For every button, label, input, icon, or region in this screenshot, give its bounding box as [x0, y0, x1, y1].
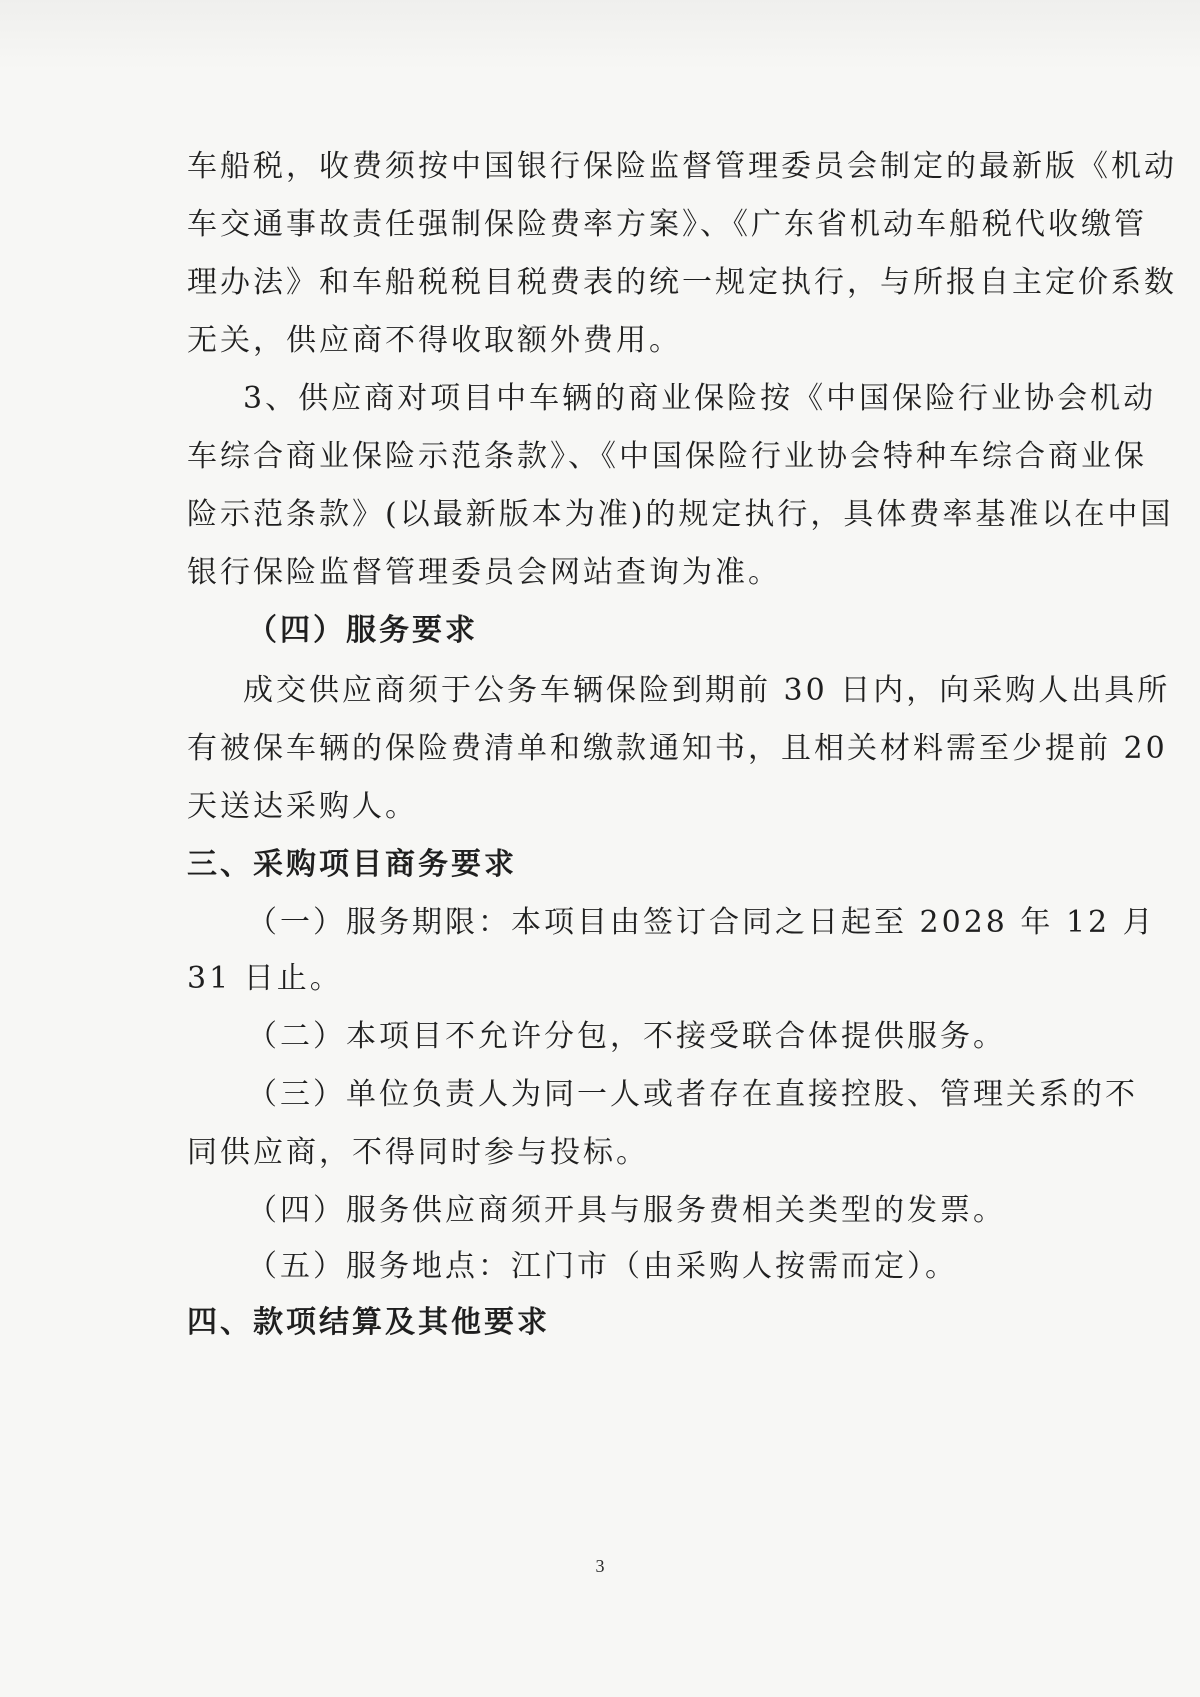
paragraph-line: 车综合商业保险示范条款》、《中国保险行业协会特种车综合商业保	[187, 439, 1147, 474]
paragraph-line: （四）服务供应商须开具与服务费相关类型的发票。	[247, 1193, 1006, 1228]
paragraph-line: 理办法》和车船税税目税费表的统一规定执行，与所报自主定价系数	[187, 265, 1177, 300]
paragraph-line: 成交供应商须于公务车辆保险到期前 30 日内，向采购人出具所	[243, 673, 1171, 708]
paragraph-line: 银行保险监督管理委员会网站查询为准。	[187, 555, 781, 590]
paragraph-line: （一）服务期限：本项目由签订合同之日起至 2028 年 12 月	[247, 905, 1156, 940]
paragraph-line: 31 日止。	[187, 961, 343, 996]
section-heading: 四、款项结算及其他要求	[187, 1305, 550, 1340]
paragraph-line: 天送达采购人。	[187, 789, 418, 824]
paragraph-line: 同供应商，不得同时参与投标。	[187, 1135, 649, 1170]
paragraph-line: （二）本项目不允许分包，不接受联合体提供服务。	[247, 1019, 1006, 1054]
paragraph-line: 车交通事故责任强制保险费率方案》、《广东省机动车船税代收缴管	[187, 207, 1147, 242]
paragraph-line: 车船税，收费须按中国银行保险监督管理委员会制定的最新版《机动	[187, 149, 1177, 184]
subsection-heading: （四）服务要求	[247, 613, 478, 648]
paragraph-line: （三）单位负责人为同一人或者存在直接控股、管理关系的不	[247, 1077, 1138, 1112]
section-heading: 三、采购项目商务要求	[187, 847, 517, 882]
paragraph-line: 无关，供应商不得收取额外费用。	[187, 323, 682, 358]
paragraph-line: （五）服务地点：江门市（由采购人按需而定）。	[247, 1249, 958, 1284]
scan-shadow	[0, 0, 1200, 70]
paragraph-line: 3、供应商对项目中车辆的商业保险按《中国保险行业协会机动	[243, 381, 1157, 416]
page-number: 3	[595, 1556, 605, 1576]
paragraph-line: 险示范条款》(以最新版本为准)的规定执行，具体费率基准以在中国	[187, 497, 1174, 532]
paragraph-line: 有被保车辆的保险费清单和缴款通知书，且相关材料需至少提前 20	[187, 731, 1168, 766]
